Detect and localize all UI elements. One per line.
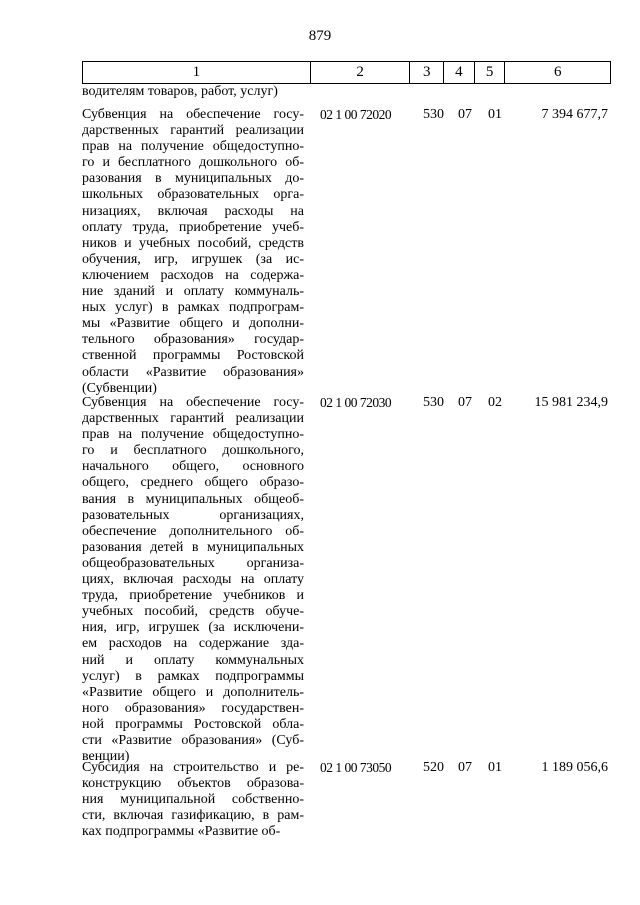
row-name-line: дарственных гарантий реализации (82, 123, 304, 139)
row-name-line: услуг) в рамках подпрограммы (82, 668, 304, 684)
row-name-line: ем расходов на содержание зда- (82, 636, 304, 652)
row-name-line: школьных образовательных орга- (82, 187, 304, 203)
row-name-line: ния, игр, игрушек (за исключени- (82, 620, 304, 636)
row-name-line: разовательных организациях, (82, 507, 304, 523)
header-col-6: 6 (505, 62, 611, 84)
row-name (82, 760, 304, 840)
row-name-line: ного образования» государствен- (82, 700, 304, 716)
row-rz: 07 (458, 395, 472, 410)
header-col-1: 1 (83, 62, 311, 84)
row-name-line: прав на получение общедоступно- (82, 139, 304, 155)
row-name-line: конструкцию объектов образова- (82, 776, 304, 792)
row-name-line: труда, приобретение учебников и (82, 588, 304, 604)
row-name-line: оплату труда, приобретение учеб- (82, 219, 304, 235)
row-sum: 1 189 056,6 (541, 760, 608, 775)
row-name-line: го и бесплатного дошкольного об- (82, 155, 304, 171)
row-name-line: мы «Развитие общего и дополни- (82, 316, 304, 332)
row-name-line: тельного образования» государ- (82, 332, 304, 348)
row-name-line: общеобразовательных организа- (82, 555, 304, 571)
row-name-line: ния муниципальной собственно- (82, 792, 304, 808)
row-name-line: ках подпрограммы «Развитие об- (82, 824, 281, 840)
row-name-line: области «Развитие образования» (82, 364, 304, 380)
row-name-line: обеспечение дополнительного об- (82, 523, 304, 539)
row-name-line: венции) (82, 749, 130, 765)
row-pr: 02 (488, 395, 502, 410)
row-name-line: Субвенция на обеспечение госу- (82, 395, 304, 410)
row-name-line: циях, включая расходы на оплату (82, 572, 304, 588)
row-name-line: (Субвенции) (82, 380, 157, 396)
row-name-line: разования детей в муниципальных (82, 539, 304, 555)
carryover-text: водителям товаров, работ, услуг) (82, 84, 278, 99)
row-sum: 7 394 677,7 (541, 107, 608, 122)
row-name-line: обучения, игр, игрушек (за ис- (82, 251, 304, 267)
row-name-line: ний и оплату коммунальных (82, 652, 304, 668)
row-name-line: ключением расходов на содержа- (82, 267, 304, 283)
row-name-line: начального общего, основного (82, 459, 304, 475)
header-col-2: 2 (310, 62, 410, 84)
row-pr: 01 (488, 760, 502, 775)
row-csr: 02 1 00 72020 (320, 107, 392, 122)
row-name-line: ников и учебных пособий, средств (82, 235, 304, 251)
row-name-line: го и бесплатного дошкольного, (82, 443, 304, 459)
header-col-5: 5 (474, 62, 505, 84)
row-name-line: разования в муниципальных до- (82, 171, 304, 187)
row-name-line: ной программы Ростовской обла- (82, 716, 304, 732)
row-name-line: «Развитие общего и дополнитель- (82, 684, 304, 700)
row-rz: 07 (458, 760, 472, 775)
row-name-line: ных услуг) в рамках подпрограм- (82, 300, 304, 316)
row-name-line: прав на получение общедоступно- (82, 427, 304, 443)
row-name (82, 395, 304, 765)
header-col-3: 3 (410, 62, 444, 84)
row-csr: 02 1 00 73050 (320, 760, 392, 775)
row-rz: 07 (458, 107, 472, 122)
row-name (82, 107, 304, 397)
row-name-line: Субвенция на обеспечение госу- (82, 107, 304, 122)
row-pr: 01 (488, 107, 502, 122)
row-name-line: ственной программы Ростовской (82, 348, 304, 364)
page-number: 879 (308, 28, 332, 44)
row-name-line: сти, включая газификацию, в рам- (82, 808, 304, 824)
row-name-line: сти «Развитие образования» (Суб- (82, 732, 304, 748)
row-name-line: общего, среднего общего образо- (82, 475, 304, 491)
row-csr: 02 1 00 72030 (320, 395, 392, 410)
row-vr: 530 (423, 395, 444, 410)
row-vr: 520 (423, 760, 444, 775)
row-name-line: учебных пособий, средств обуче- (82, 604, 304, 620)
header-col-4: 4 (444, 62, 475, 84)
row-name-line: низациях, включая расходы на (82, 203, 304, 219)
row-vr: 530 (423, 107, 444, 122)
row-sum: 15 981 234,9 (534, 395, 608, 410)
row-name-line: Субсидия на строительство и ре- (82, 760, 304, 775)
row-name-line: ние зданий и оплату коммуналь- (82, 284, 304, 300)
row-name-line: дарственных гарантий реализации (82, 411, 304, 427)
table-header (82, 61, 611, 84)
row-name-line: вания в муниципальных общеоб- (82, 491, 304, 507)
